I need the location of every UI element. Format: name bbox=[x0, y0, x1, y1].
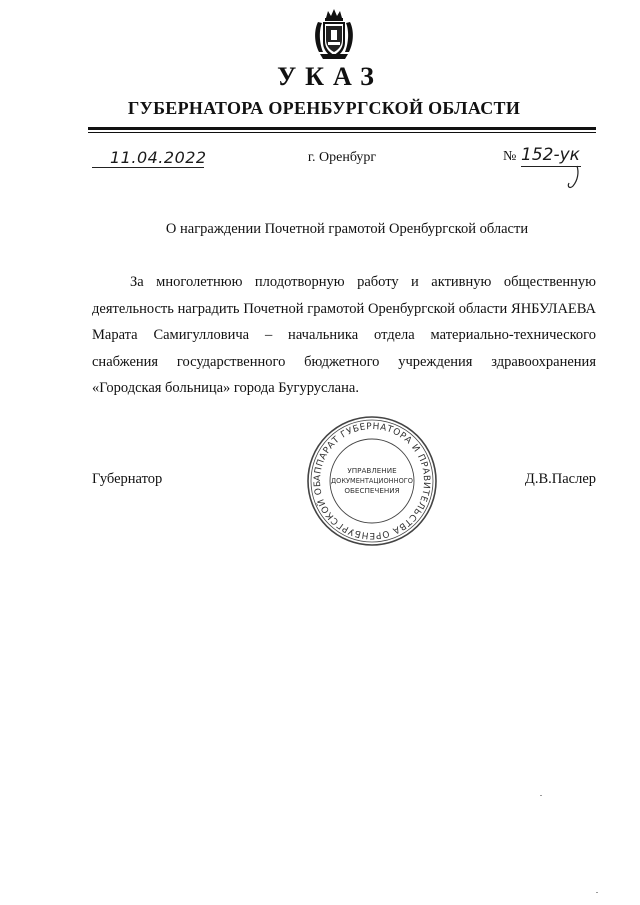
scan-speck bbox=[596, 892, 598, 893]
document-city: г. Оренбург bbox=[307, 150, 377, 165]
document-number-value: 152-ук bbox=[521, 145, 580, 165]
header-divider-thin bbox=[88, 132, 596, 133]
coat-of-arms-icon bbox=[314, 8, 354, 62]
document-body: За многолетнюю плодотворную работу и активную общественную деятельность наградить Почетной грамотой Оренбургской области ЯНБУЛАЕВА Марата Самигулловича – начальника отдела материально-технического снабжения государственного бюджетного учреждения здравоохранения «Городская больница» города Бугуруслана. bbox=[92, 274, 596, 397]
header-divider-thick bbox=[88, 127, 596, 130]
scan-speck bbox=[540, 795, 542, 796]
number-label: № bbox=[503, 149, 517, 164]
document-subject: О награждении Почетной грамотой Оренбургской области bbox=[165, 221, 529, 237]
official-stamp bbox=[304, 413, 440, 549]
stamp-center-line-2: ДОКУМЕНТАЦИОННОГО bbox=[331, 477, 413, 485]
signatory-name: Д.В.Паслер bbox=[524, 471, 596, 487]
stamp-center-line-1: УПРАВЛЕНИЕ bbox=[347, 466, 397, 475]
stamp-ring-text: АППАРАТ ГУБЕРНАТОРА И ПРАВИТЕЛЬСТВА ОРЕНБУРГСКОЙ ОБ bbox=[312, 421, 432, 541]
signatory-position: Губернатор bbox=[92, 471, 163, 487]
document-title: УКАЗ bbox=[277, 62, 383, 91]
handwriting-tail-icon bbox=[565, 164, 589, 190]
document-number bbox=[521, 146, 593, 164]
document-subtitle: ГУБЕРНАТОРА ОРЕНБУРГСКОЙ ОБЛАСТИ bbox=[127, 98, 521, 118]
document-date: 11.04.2022 bbox=[92, 149, 204, 168]
stamp-center-line-3: ОБЕСПЕЧЕНИЯ bbox=[344, 486, 400, 495]
